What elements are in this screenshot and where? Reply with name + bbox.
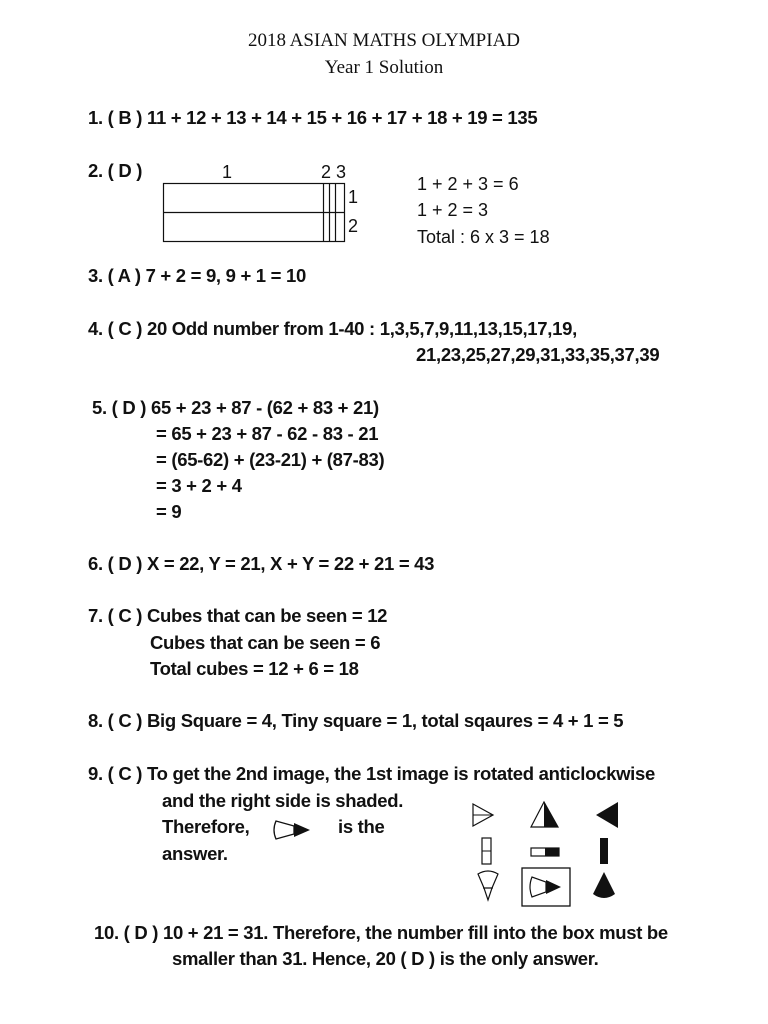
filled-tall-bar-icon (600, 838, 608, 864)
q9-answer-line-3a: Therefore, (162, 816, 250, 837)
q9-answer-line-2: and the right side is shaded. (162, 790, 404, 811)
q5-answer-line-2: = 65 + 23 + 87 - 62 - 83 - 21 (156, 423, 379, 444)
q10-answer-line-2: smaller than 31. Hence, 20 ( D ) is the only answer. (172, 948, 599, 969)
q5-answer-line-1: 5. ( D ) 65 + 23 + 87 - (62 + 83 + 21) (92, 397, 379, 418)
filled-triangle-left-icon (596, 802, 618, 828)
q2-diagram-side-1: 1 (348, 187, 359, 207)
filled-cone-up-icon (593, 872, 615, 898)
page-subtitle: Year 1 Solution (324, 57, 444, 78)
outline-triangle-right-icon (473, 804, 493, 826)
q6-answer: 6. ( D ) X = 22, Y = 21, X + Y = 22 + 21 = 43 (88, 553, 435, 574)
outline-cone-down-icon (478, 871, 498, 900)
q4-answer-line-2: 21,23,25,27,29,31,33,35,37,39 (416, 344, 660, 365)
q5-answer-line-3: = (65-62) + (23-21) + (87-83) (156, 449, 385, 470)
outline-tall-bar-icon (482, 838, 491, 864)
q7-answer-line-2: Cubes that can be seen = 6 (150, 632, 381, 653)
q4-answer-line-1: 4. ( C ) 20 Odd number from 1-40 : 1,3,5,7,9,11,13,15,17,19, (88, 318, 577, 339)
half-shaded-bar-icon (531, 848, 559, 856)
q5-answer-line-5: = 9 (156, 501, 182, 522)
q2-rectangle-diagram (163, 183, 348, 243)
q3-answer: 3. ( A ) 7 + 2 = 9, 9 + 1 = 10 (88, 265, 306, 286)
q9-answer-line-3b: is the (338, 816, 385, 837)
q1-answer: 1. ( B ) 11 + 12 + 13 + 14 + 15 + 16 + 17 + 18 + 19 = 135 (88, 107, 538, 128)
q9-shape-pattern-grid (466, 798, 626, 908)
q2-working-line-1: 1 + 2 + 3 = 6 (417, 174, 519, 194)
q9-answer-line-1: 9. ( C ) To get the 2nd image, the 1st image is rotated anticlockwise (88, 763, 655, 784)
q5-answer-line-4: = 3 + 2 + 4 (156, 475, 242, 496)
q2-diagram-top-2: 2 (321, 162, 332, 182)
shaded-cone-right-icon (272, 816, 312, 844)
q2-working-line-3: Total : 6 x 3 = 18 (417, 227, 550, 247)
half-shaded-triangle-up-icon (531, 802, 558, 827)
q2-diagram-top-1: 1 (222, 162, 233, 182)
answer-box-shaded-cone-right-icon (522, 868, 570, 906)
q8-answer: 8. ( C ) Big Square = 4, Tiny square = 1, total sqaures = 4 + 1 = 5 (88, 710, 624, 731)
q2-diagram-side-2: 2 (348, 216, 359, 236)
q7-answer-line-1: 7. ( C ) Cubes that can be seen = 12 (88, 605, 388, 626)
q2-label: 2. ( D ) (88, 160, 143, 181)
q2-diagram-top-3: 3 (336, 162, 347, 182)
q9-answer-line-4: answer. (162, 843, 228, 864)
page-title: 2018 ASIAN MATHS OLYMPIAD (247, 30, 521, 51)
q10-answer-line-1: 10. ( D ) 10 + 21 = 31. Therefore, the number fill into the box must be (94, 922, 668, 943)
q7-answer-line-3: Total cubes = 12 + 6 = 18 (150, 658, 359, 679)
q2-working-line-2: 1 + 2 = 3 (417, 200, 489, 220)
